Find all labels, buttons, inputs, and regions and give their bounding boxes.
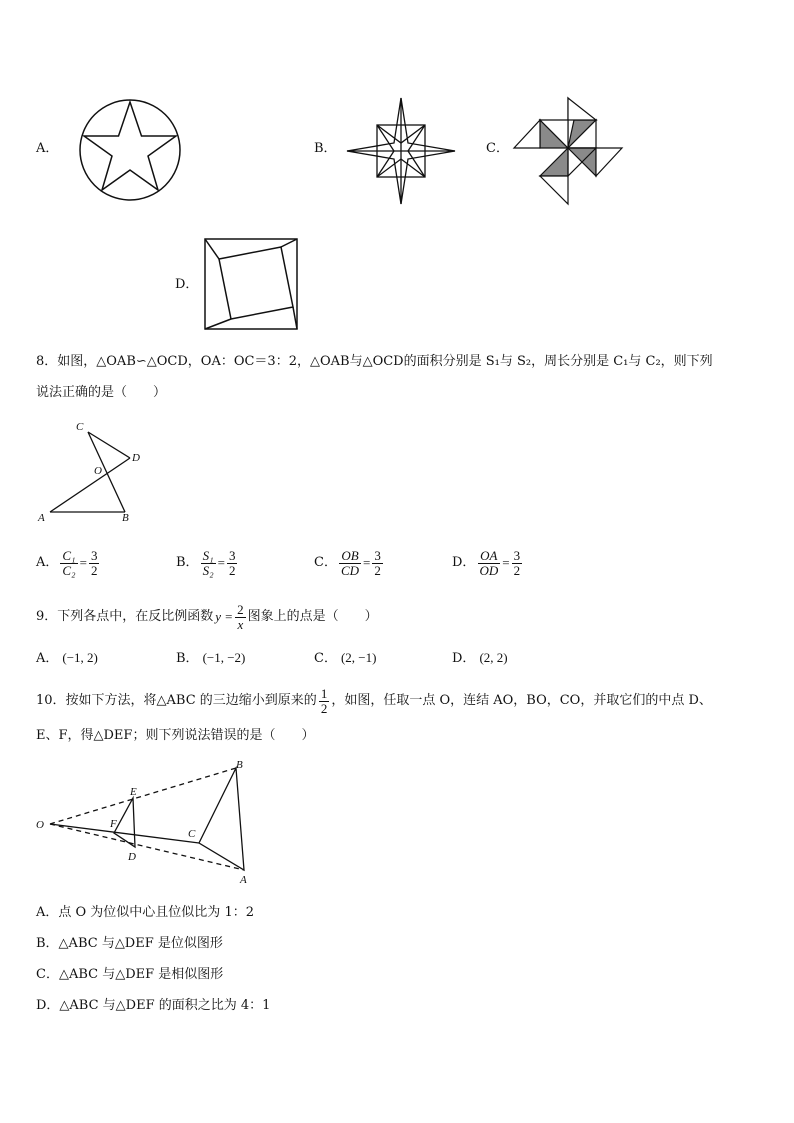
q7-option-c-letter: C． [486, 141, 509, 156]
q10-option-a: A．点 O 为位似中心且位似比为 1：2 [36, 905, 254, 920]
q8-option-c: C． $\frac{OB}{CD}$ = $\frac{3}{2}$ [314, 547, 381, 578]
q10-stem-line1 [36, 682, 712, 720]
q10-fraction: $\frac{1}{2}$ [320, 685, 328, 716]
q7-option-b-letter: B． [314, 141, 337, 156]
q8-figure [36, 418, 146, 528]
q7-figure-b-compass-star [344, 96, 458, 206]
q9-function-lhs: y = [215, 609, 234, 624]
q9-option-a: A． (−1, 2) [36, 650, 98, 666]
q8-label-d: D [132, 452, 140, 464]
q7-figure-c-pinwheel [512, 96, 626, 206]
q8-option-d-letter: D． [452, 555, 476, 570]
q8-option-c-right-fraction: $\frac{3}{2}$ [374, 547, 381, 578]
q10-label-a: A [240, 874, 247, 886]
q7-figure-a-circle-star [78, 98, 182, 202]
q8-option-d-right-fraction: $\frac{3}{2}$ [513, 547, 521, 578]
q8-label-b: B [122, 512, 129, 524]
q8-option-b-letter: B． [176, 555, 199, 570]
q9-option-b: B． (−1, −2) [176, 650, 246, 666]
q8-option-c-letter: C． [314, 555, 337, 570]
q10-option-c: C．△ABC 与△DEF 是相似图形 [36, 967, 224, 982]
q9-option-d: D． (2, 2) [452, 650, 508, 666]
q8-option-a: A． $\frac{\text{C₁}}{\text{C₂}}$ = $\frac{3}{2}$ [36, 547, 98, 578]
q10-stem-prefix: 10．按如下方法，将△ABC 的三边缩小到原来的 [36, 693, 317, 708]
q8-option-a-right-fraction: $\frac{3}{2}$ [90, 547, 98, 578]
q9-stem [36, 598, 378, 636]
q8-label-c: C [76, 421, 84, 433]
q8-option-b-left-fraction: $\frac{\text{S₁}}{\text{S₂}}$ [202, 547, 214, 578]
q10-option-b: B．△ABC 与△DEF 是位似图形 [36, 936, 223, 951]
q8-stem-line1: 8．如图，△OAB∽△OCD，OA：OC＝3：2，△OAB与△OCD的面积分别是 S₁与 S₂，周长分别是 C₁与 C₂，则下列 [36, 354, 713, 369]
q10-label-b: B [236, 759, 243, 771]
q8-label-o: O [94, 465, 102, 477]
q8-label-a: A [38, 512, 45, 524]
q9-stem-suffix: 图象上的点是（ ） [247, 609, 378, 624]
q8-option-a-letter: A． [36, 555, 59, 570]
q10-stem-line2: E、F，得△DEF；则下列说法错误的是（ ） [36, 728, 315, 743]
q8-stem-line2: 说法正确的是（ ） [36, 385, 167, 400]
q7-figure-d-square-in-square [203, 237, 299, 331]
q10-label-d: D [128, 851, 136, 863]
q9-option-c: C． (2, −1) [314, 650, 377, 666]
q10-option-d: D．△ABC 与△DEF 的面积之比为 4：1 [36, 998, 271, 1013]
q8-option-c-left-fraction: $\frac{OB}{CD}$ [340, 547, 360, 578]
q8-option-d-left-fraction: $\frac{OA}{OD}$ [479, 547, 499, 578]
q10-label-e: E [130, 786, 137, 798]
q10-figure [34, 758, 254, 888]
q10-label-c: C [188, 828, 196, 840]
q8-option-d: D． $\frac{OA}{OD}$ = $\frac{3}{2}$ [452, 547, 521, 578]
q7-option-a-letter: A． [36, 141, 59, 156]
q7-option-d-letter: D． [175, 277, 199, 292]
q8-option-b: B． $\frac{\text{S₁}}{\text{S₂}}$ = $\frac{3}{2}$ [176, 547, 236, 578]
q9-function-fraction: $\frac{2}{x}$ [237, 601, 244, 632]
q10-label-f: F [110, 818, 117, 830]
q8-option-b-right-fraction: $\frac{3}{2}$ [228, 547, 236, 578]
q8-option-a-left-fraction: $\frac{\text{C₁}}{\text{C₂}}$ [62, 547, 76, 578]
q9-stem-prefix: 9．下列各点中，在反比例函数 [36, 609, 214, 624]
q10-stem-suffix: ，如图，任取一点 O，连结 AO，BO，CO，并取它们的中点 D、 [331, 693, 712, 708]
q10-label-o: O [36, 819, 44, 831]
